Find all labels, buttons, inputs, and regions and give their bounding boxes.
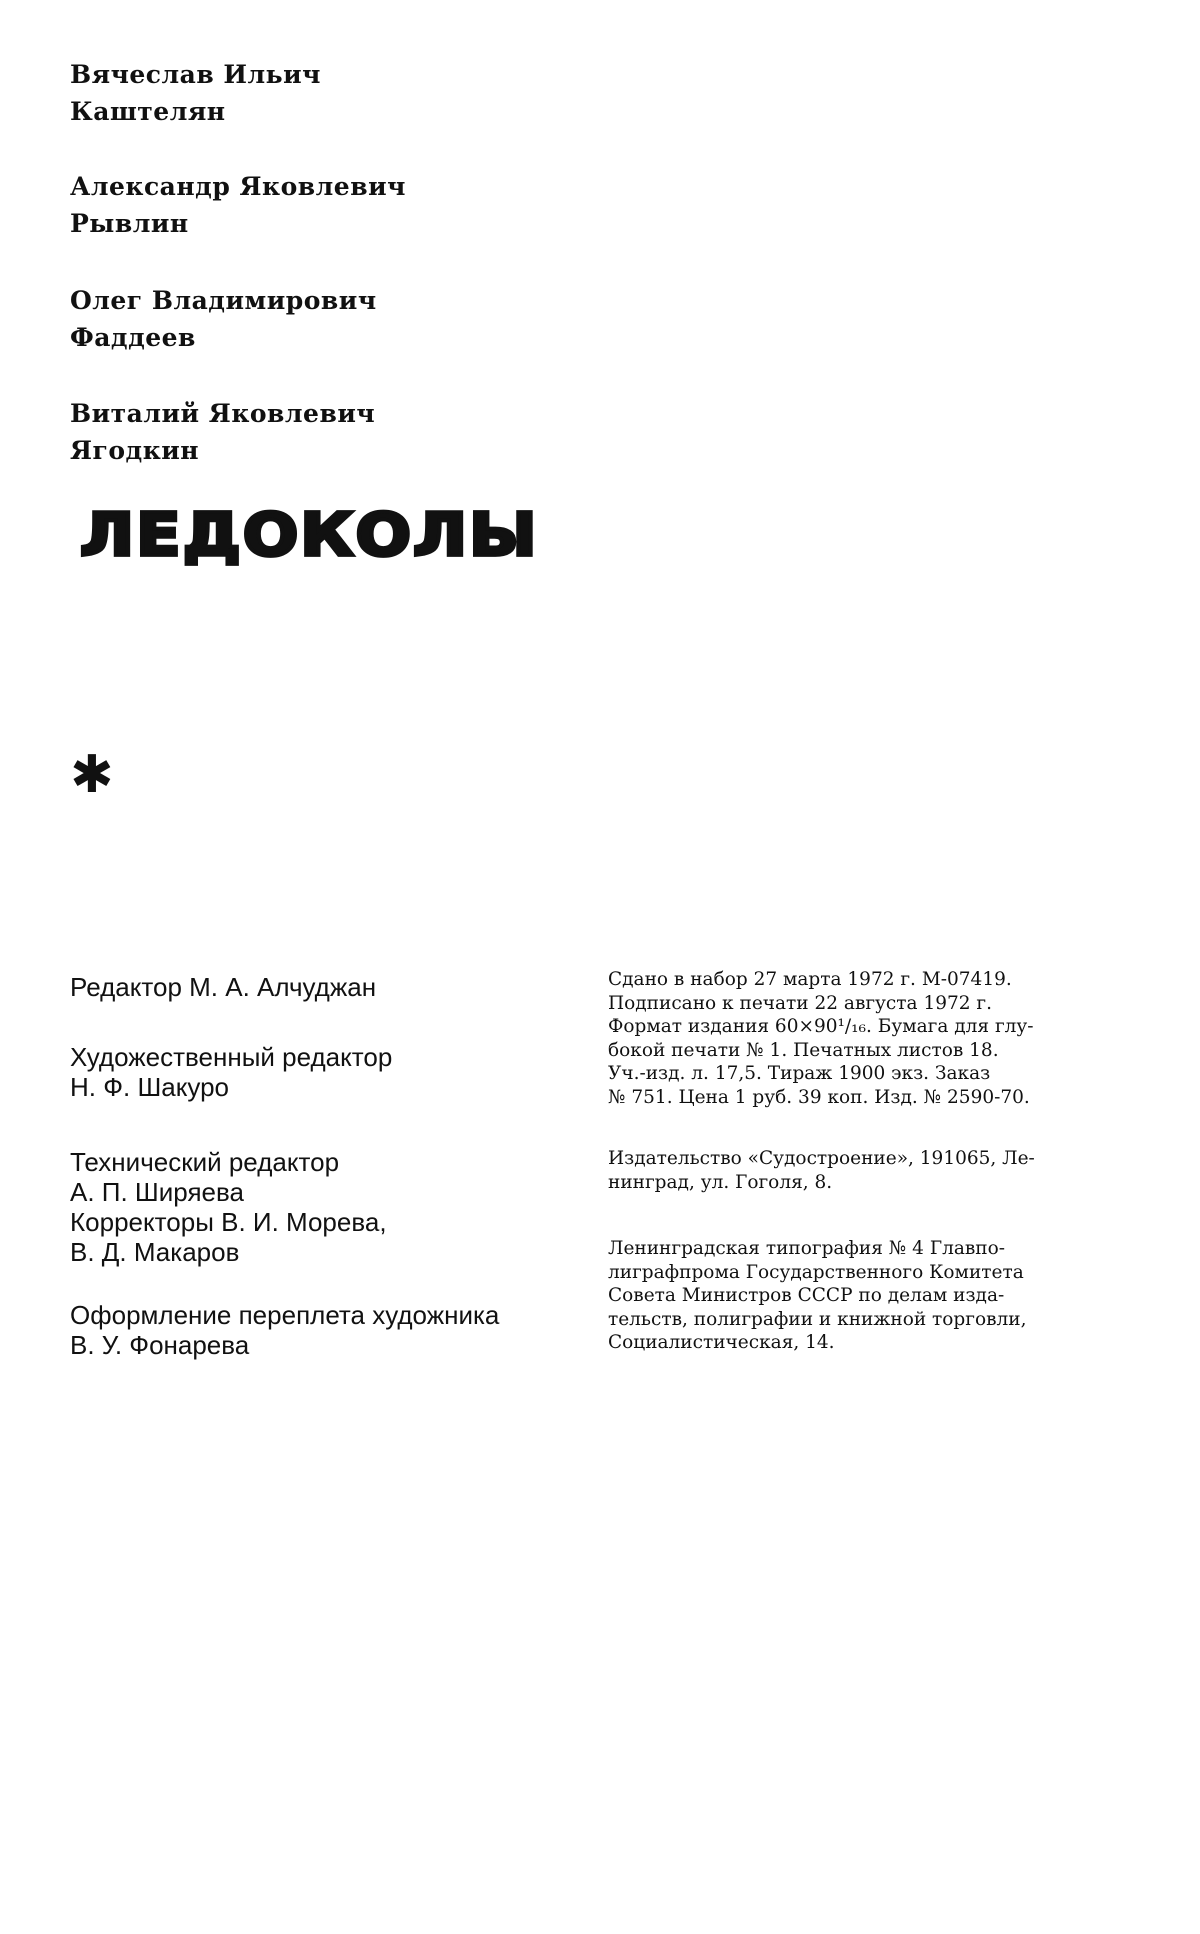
printer-line: Совета Министров СССР по делам изда-: [608, 1285, 1005, 1306]
correctors-line-2: В. Д. Макаров: [70, 1237, 240, 1267]
publisher-line: Издательство «Судостроение», 191065, Ле-: [608, 1148, 1035, 1169]
author-block-1: [70, 56, 321, 130]
tech-editor-role: Технический редактор: [70, 1147, 340, 1177]
author-first-name: Олег Владимирович: [70, 286, 377, 315]
art-editor-name: Н. Ф. Шакуро: [70, 1072, 230, 1102]
printer-line: Ленинградская типография № 4 Главпо-: [608, 1238, 1006, 1259]
author-block-2: [70, 168, 406, 242]
author-block-4: [70, 395, 375, 469]
author-block-3: [70, 282, 377, 356]
author-last-name: Фаддеев: [70, 323, 196, 352]
publisher-line: нинград, ул. Гоголя, 8.: [608, 1171, 833, 1193]
print-data-block: [608, 968, 1144, 1109]
asterisk-ornament-icon: ✱: [70, 745, 114, 805]
printer-block: [608, 1237, 1144, 1355]
author-last-name: Рывлин: [70, 209, 189, 238]
cover-design-name: В. У. Фонарева: [70, 1330, 250, 1360]
print-data-line: Формат издания 60×90¹/₁₆. Бумага для глу-: [608, 1016, 1034, 1037]
author-first-name: Александр Яковлевич: [70, 172, 406, 201]
cover-design-credit: [70, 1300, 499, 1360]
printer-line: Социалистическая, 14.: [608, 1332, 835, 1353]
print-data-line: бокой печати № 1. Печатных листов 18.: [608, 1039, 999, 1061]
author-first-name: Виталий Яковлевич: [70, 399, 376, 428]
art-editor-credit: [70, 1042, 392, 1102]
print-data-line: Сдано в набор 27 марта 1972 г. М-07419.: [608, 969, 1012, 990]
author-first-name: Вячеслав Ильич: [70, 60, 321, 89]
art-editor-role: Художественный редактор: [70, 1042, 393, 1072]
printer-line: лиграфпрома Государственного Комитета: [608, 1261, 1024, 1283]
correctors-line-1: Корректоры В. И. Морева,: [70, 1207, 387, 1237]
author-last-name: Каштелян: [70, 97, 226, 126]
tech-editor-credit: [70, 1147, 387, 1267]
print-data-line: Подписано к печати 22 августа 1972 г.: [608, 992, 992, 1014]
publisher-block: [608, 1147, 1144, 1194]
book-title: ЛЕДОКОЛЫ: [80, 500, 539, 570]
cover-design-role: Оформление переплета художника: [70, 1300, 500, 1330]
print-data-line: № 751. Цена 1 руб. 39 коп. Изд. № 2590-70.: [608, 1086, 1030, 1108]
printer-line: тельств, полиграфии и книжной торговли,: [608, 1308, 1027, 1330]
print-data-line: Уч.-изд. л. 17,5. Тираж 1900 экз. Заказ: [608, 1063, 991, 1084]
editor-credit: Редактор М. А. Алчуджан: [70, 972, 377, 1002]
author-last-name: Ягодкин: [70, 436, 200, 465]
tech-editor-name: А. П. Ширяева: [70, 1177, 244, 1207]
